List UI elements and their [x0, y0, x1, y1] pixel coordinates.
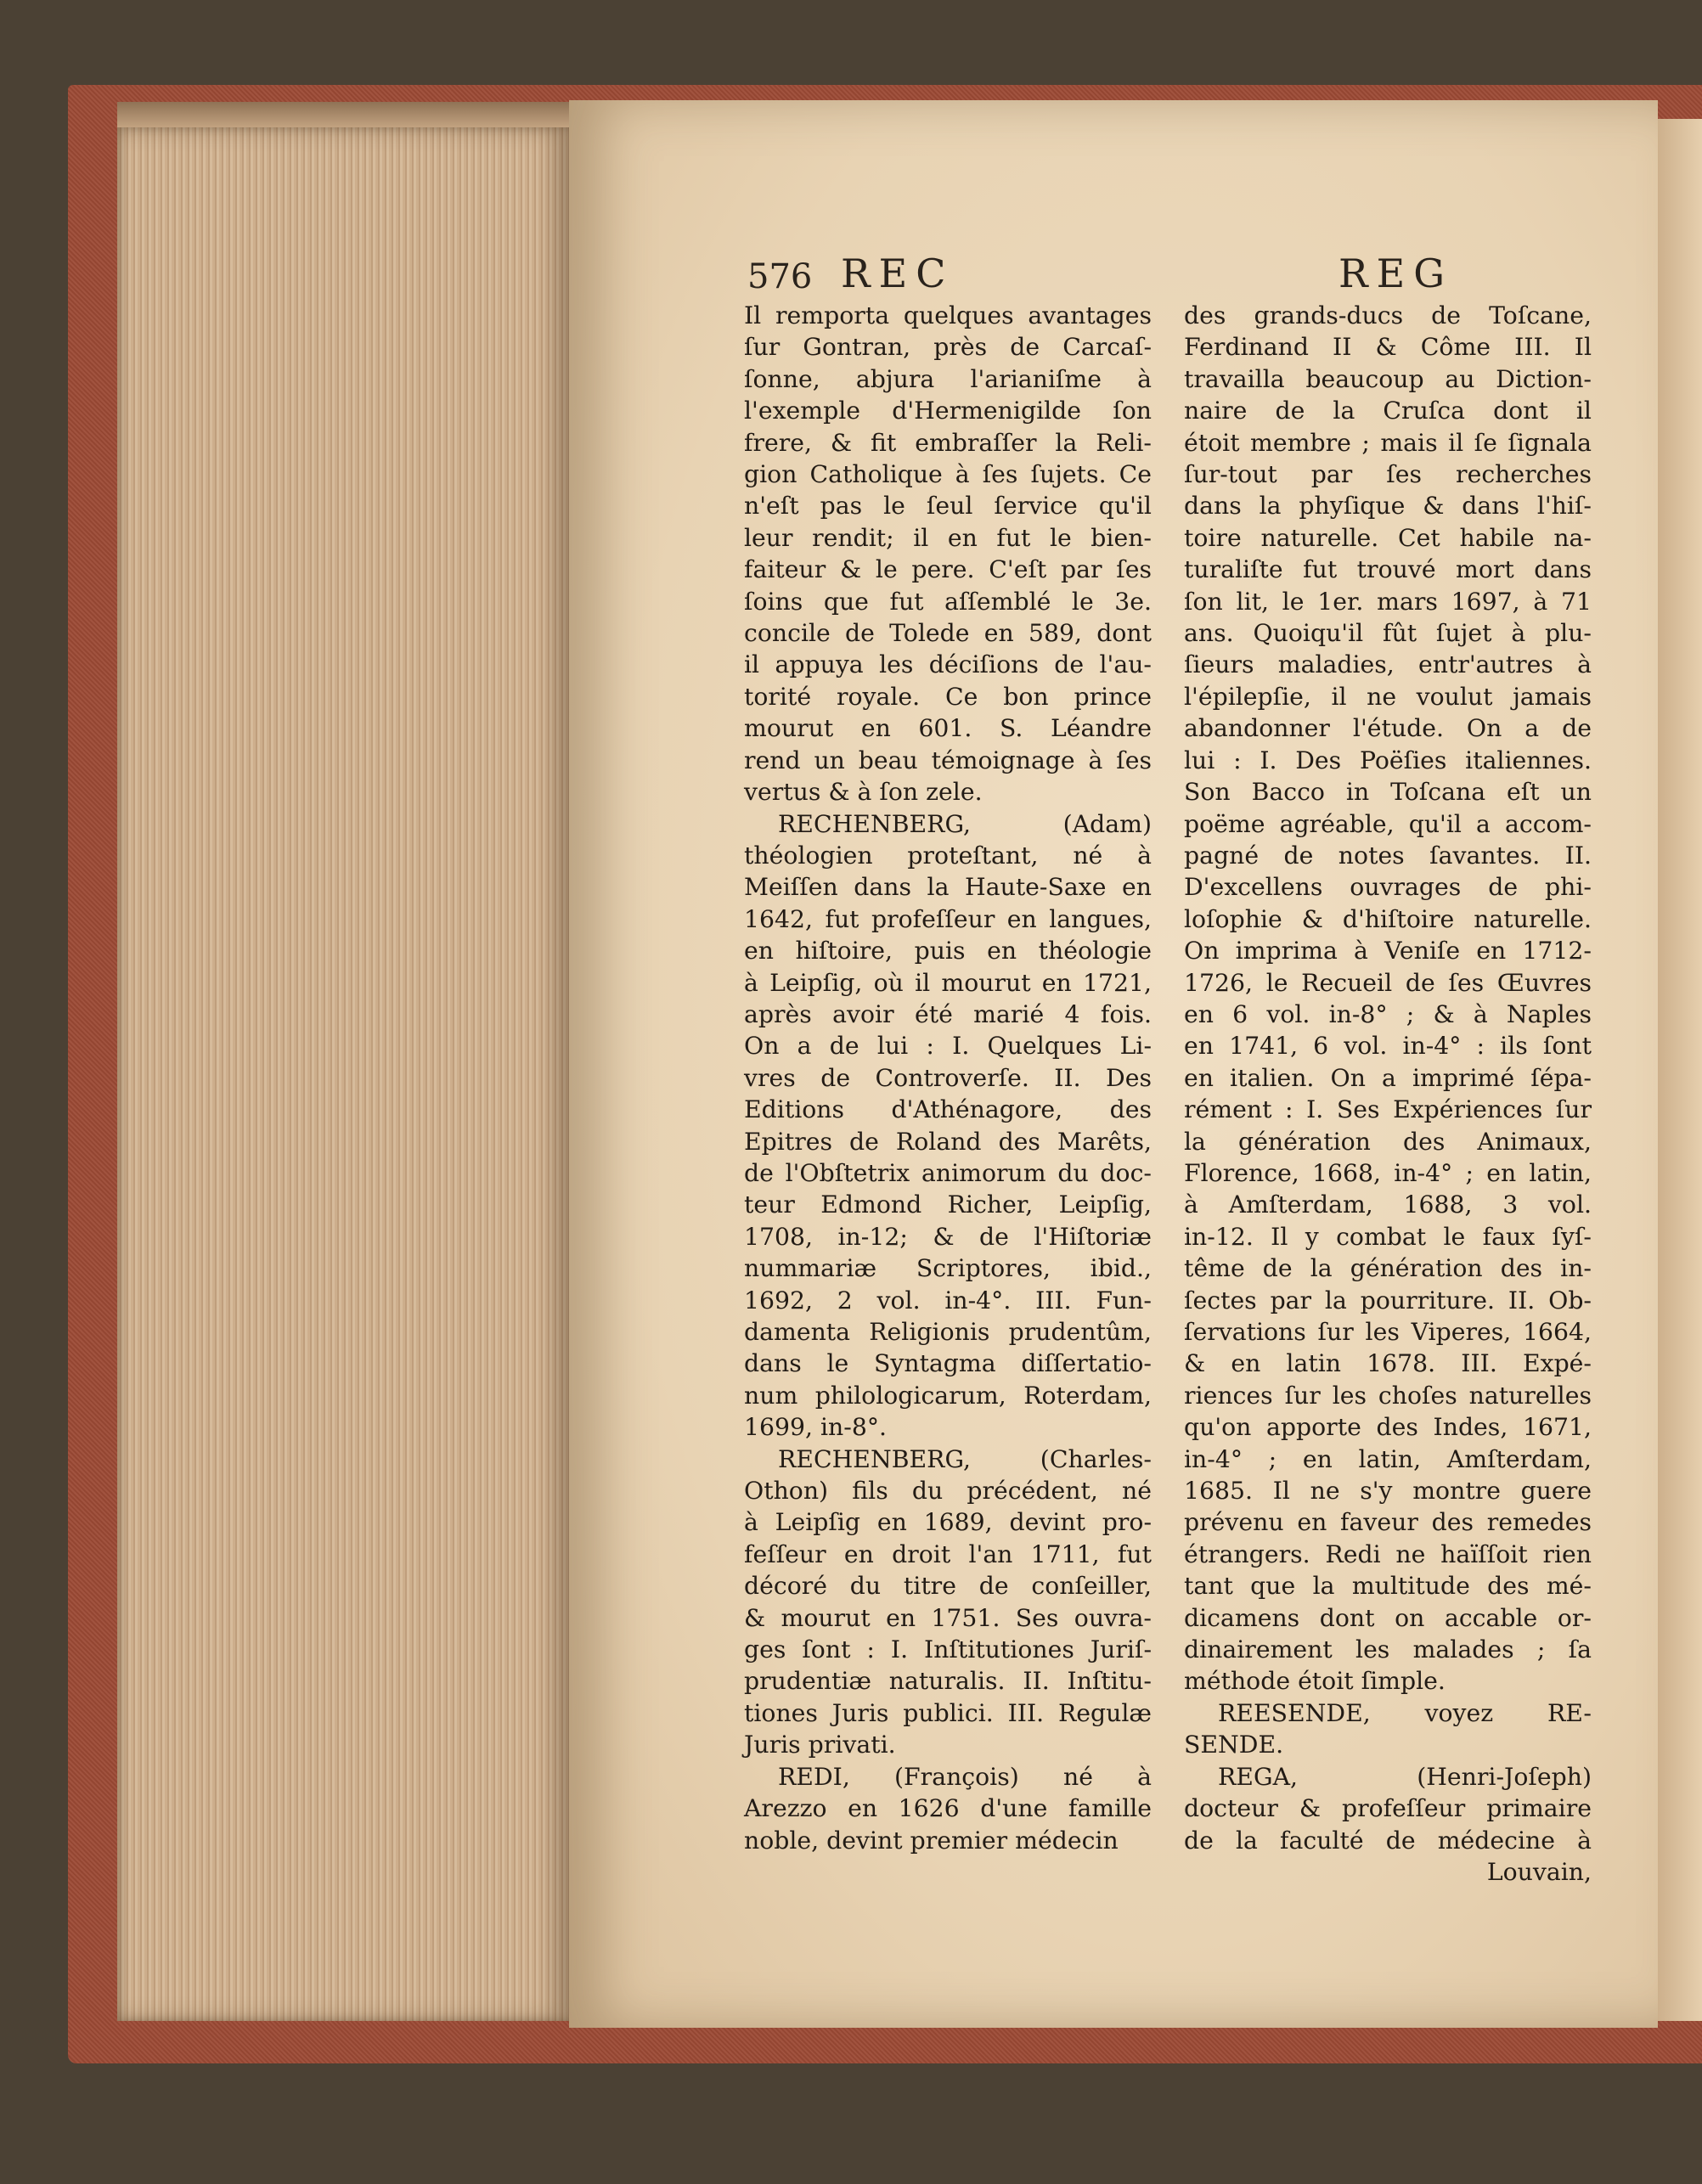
text-line: étrangers. Redi ne haïſſoit rien: [1184, 1539, 1592, 1568]
text-line: après avoir été marié 4 fois.: [744, 999, 1152, 1028]
text-line: à Leipſig en 1689, devint pro-: [744, 1508, 1152, 1537]
text-line: ſieurs maladies, entr'autres à: [1184, 650, 1592, 679]
text-line: rément : I. Ses Expériences ſur: [1184, 1095, 1592, 1124]
text-line: méthode étoit ſimple.: [1184, 1667, 1446, 1696]
text-line: ſectes par la pourriture. II. Ob-: [1184, 1286, 1592, 1314]
text-line: ans. Quoiqu'il fût ſujet à plu-: [1184, 619, 1592, 648]
text-line: abandonner l'étude. On a de: [1184, 714, 1592, 743]
text-line: vres de Controverſe. II. Des: [744, 1063, 1152, 1092]
text-line: de l'Obſtetrix animorum du doc-: [744, 1158, 1152, 1187]
text-line: il appuya les déciſions de l'au-: [744, 650, 1152, 679]
running-head-left: REC: [841, 250, 955, 296]
text-line: On a de lui : I. Quelques Li-: [744, 1032, 1152, 1061]
text-line: & mourut en 1751. Ses ouvra-: [744, 1603, 1152, 1632]
text-line: en italien. On a imprimé ſépa-: [1184, 1063, 1592, 1092]
text-line: REGA, (Henri-Joſeph): [1218, 1762, 1592, 1791]
text-line: à Amſterdam, 1688, 3 vol.: [1184, 1191, 1592, 1219]
text-line: rend un beau témoignage à ſes: [744, 746, 1152, 774]
text-line: turaliſte fut trouvé mort dans: [1184, 555, 1592, 584]
text-line: noble, devint premier médecin: [744, 1826, 1119, 1855]
text-line: 1642, fut profeſſeur en langues,: [744, 904, 1152, 933]
text-line: prudentiæ naturalis. II. Inſtitu-: [744, 1667, 1152, 1696]
text-line: des grands-ducs de Toſcane,: [1184, 301, 1592, 329]
text-line: Son Bacco in Toſcana eſt un: [1184, 778, 1592, 807]
text-line: Meiſſen dans la Haute-Saxe en: [744, 873, 1152, 902]
text-line: 1699, in-8°.: [744, 1413, 887, 1442]
text-line: ſonne, abjura l'arianiſme à: [744, 364, 1152, 393]
text-line: 1692, 2 vol. in-4°. III. Fun-: [744, 1286, 1152, 1314]
text-line: l'exemple d'Hermenigilde ſon: [744, 397, 1152, 425]
text-line: ſur-tout par ſes recherches: [1184, 460, 1592, 489]
text-line: damenta Religionis prudentûm,: [744, 1318, 1152, 1346]
text-line: à Leipſig, où il mourut en 1721,: [744, 968, 1152, 997]
text-line: D'excellens ouvrages de phi-: [1184, 873, 1592, 902]
text-line: vertus & à ſon zele.: [744, 778, 983, 807]
text-line: en 1741, 6 vol. in-4° : ils ſont: [1184, 1032, 1592, 1061]
text-line: 1726, le Recueil de ſes Œuvres: [1184, 968, 1592, 997]
text-line: in-4° ; en latin, Amſterdam,: [1184, 1444, 1592, 1473]
text-line: en 6 vol. in-8° ; & à Naples: [1184, 999, 1592, 1028]
text-line: nummariæ Scriptores, ibid.,: [744, 1254, 1152, 1283]
text-line: Florence, 1668, in-4° ; en latin,: [1184, 1158, 1592, 1187]
text-line: théologien proteſtant, né à: [744, 841, 1152, 870]
text-line: faiteur & le pere. C'eſt par ſes: [744, 555, 1152, 584]
text-line: de la faculté de médecine à: [1184, 1826, 1592, 1855]
text-line: ſoins que fut aſſemblé le 3e.: [744, 587, 1152, 616]
text-line: ſon lit, le 1er. mars 1697, à 71: [1184, 587, 1592, 616]
text-line: tant que la multitude des mé-: [1184, 1572, 1592, 1601]
text-line: l'épilepſie, il ne voulut jamais: [1184, 682, 1592, 711]
text-line: concile de Tolede en 589, dont: [744, 619, 1152, 648]
text-line: tiones Juris publici. III. Regulæ: [744, 1698, 1152, 1727]
page-block-edges: [117, 127, 572, 2021]
text-line: dinairement les malades ; ſa: [1184, 1635, 1592, 1664]
text-line: RECHENBERG, (Charles-: [778, 1444, 1152, 1473]
text-line: RECHENBERG, (Adam): [778, 809, 1152, 838]
text-line: REDI, (François) né à: [778, 1762, 1152, 1791]
text-line: SENDE.: [1184, 1731, 1284, 1759]
text-line: loſophie & d'hiſtoire naturelle.: [1184, 904, 1592, 933]
text-line: Arezzo en 1626 d'une famille: [744, 1794, 1152, 1823]
text-line: REESENDE, voyez RE-: [1218, 1698, 1592, 1727]
text-line: in-12. Il y combat le faux ſyſ-: [1184, 1222, 1592, 1251]
text-line: ſur Gontran, près de Carcaſ-: [744, 333, 1152, 362]
text-line: frere, & fit embraſſer la Reli-: [744, 428, 1152, 457]
page-number: 576: [747, 257, 813, 296]
text-line: Othon) fils du précédent, né: [744, 1477, 1152, 1506]
text-line: naire de la Cruſca dont il: [1184, 397, 1592, 425]
text-line: Il remporta quelques avantages: [744, 301, 1152, 329]
text-line: 1708, in-12; & de l'Hiſtoriæ: [744, 1222, 1152, 1251]
text-line: la génération des Animaux,: [1184, 1127, 1592, 1156]
text-line: num philologicarum, Roterdam,: [744, 1381, 1152, 1410]
text-line: poëme agréable, qu'il a accom-: [1184, 809, 1592, 838]
text-line: prévenu en faveur des remedes: [1184, 1508, 1592, 1537]
text-line: Louvain,: [1486, 1857, 1592, 1886]
running-header: [747, 250, 1584, 301]
text-line: mourut en 601. S. Léandre: [744, 714, 1152, 743]
text-line: Ferdinand II & Côme III. Il: [1184, 333, 1592, 362]
text-line: torité royale. Ce bon prince: [744, 682, 1152, 711]
page-edges-top: [117, 102, 572, 131]
text-line: ſervations ſur les Viperes, 1664,: [1184, 1318, 1592, 1346]
text-line: travailla beaucoup au Diction-: [1184, 364, 1592, 393]
text-line: docteur & profeſſeur primaire: [1184, 1794, 1592, 1823]
text-line: leur rendit; il en fut le bien-: [744, 523, 1152, 552]
text-line: 1685. Il ne s'y montre guere: [1184, 1477, 1592, 1506]
text-line: qu'on apporte des Indes, 1671,: [1184, 1413, 1592, 1442]
text-line: Editions d'Athénagore, des: [744, 1095, 1152, 1124]
text-line: gion Catholique à ſes ſujets. Ce: [744, 460, 1152, 489]
text-line: dans la phyſique & dans l'hiſ-: [1184, 492, 1592, 521]
text-line: toire naturelle. Cet habile na-: [1184, 523, 1592, 552]
text-line: feſſeur en droit l'an 1711, fut: [744, 1539, 1152, 1568]
text-line: teur Edmond Richer, Leipſig,: [744, 1191, 1152, 1219]
text-line: ges ſont : I. Inſtitutiones Juriſ-: [744, 1635, 1152, 1664]
running-head-right: REG: [1338, 250, 1453, 296]
text-line: en hiſtoire, puis en théologie: [744, 937, 1152, 965]
text-column-right: [1184, 300, 1592, 1888]
text-line: riences ſur les choſes naturelles: [1184, 1381, 1592, 1410]
text-line: & en latin 1678. III. Expé-: [1184, 1349, 1592, 1378]
text-line: dans le Syntagma diſſertatio-: [744, 1349, 1152, 1378]
facing-page-edge: [1658, 119, 1702, 2021]
text-line: lui : I. Des Poëſies italiennes.: [1184, 746, 1592, 774]
text-line: On imprima à Veniſe en 1712-: [1184, 937, 1592, 965]
text-line: dicamens dont on accable or-: [1184, 1603, 1592, 1632]
text-line: étoit membre ; mais il ſe ſignala: [1184, 428, 1592, 457]
text-line: Juris privati.: [744, 1731, 896, 1759]
text-line: pagné de notes ſavantes. II.: [1184, 841, 1592, 870]
text-line: Epitres de Roland des Marêts,: [744, 1127, 1152, 1156]
text-line: tême de la génération des in-: [1184, 1254, 1592, 1283]
text-column-left: [744, 300, 1152, 1856]
text-line: n'eſt pas le ſeul ſervice qu'il: [744, 492, 1152, 521]
text-line: décoré du titre de conſeiller,: [744, 1572, 1152, 1601]
